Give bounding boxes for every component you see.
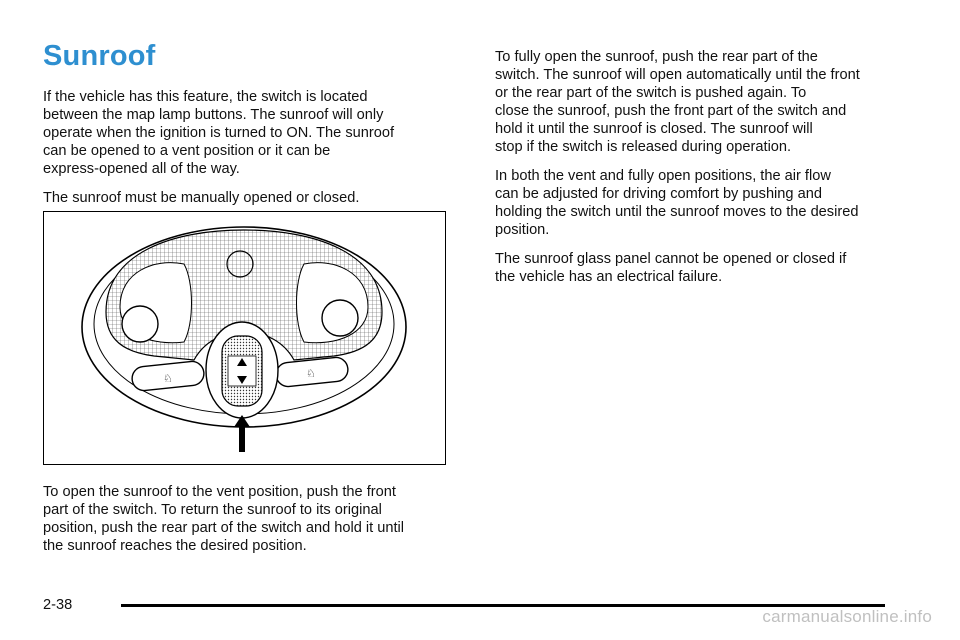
right-map-lamp-lens <box>322 300 358 336</box>
page-title: Sunroof <box>43 40 156 72</box>
text-line: operate when the ignition is turned to ON. The sunroof <box>43 125 395 141</box>
text-line: The sunroof must be manually opened or closed. <box>43 190 360 206</box>
page-number: 2-38 <box>43 597 73 613</box>
left-column-top <box>43 88 453 218</box>
electrical-failure-paragraph <box>495 250 915 286</box>
text-line: can be opened to a vent position or it can be <box>43 143 331 159</box>
text-line: To fully open the sunroof, push the rear part of the <box>495 49 818 65</box>
text-line: the sunroof reaches the desired position. <box>43 538 307 554</box>
left-map-lamp-lens <box>122 306 158 342</box>
fully-open-paragraph <box>495 48 915 156</box>
text-line: stop if the switch is released during operation. <box>495 139 792 155</box>
text-line: In both the vent and fully open positions, the air flow <box>495 168 831 184</box>
text-line: If the vehicle has this feature, the switch is located <box>43 89 368 105</box>
right-lamp-symbol: ♘ <box>306 367 316 380</box>
overhead-console-drawing <box>44 212 445 464</box>
sunroof-switch-illustration <box>43 211 446 465</box>
vent-position-paragraph <box>43 483 453 555</box>
watermark: carmanualsonline.info <box>762 607 932 626</box>
left-column-bottom <box>43 483 453 566</box>
text-line: the vehicle has an electrical failure. <box>495 269 723 285</box>
text-line: can be adjusted for driving comfort by pushing and <box>495 186 822 202</box>
air-flow-paragraph <box>495 167 915 239</box>
text-line: switch. The sunroof will open automatically until the front <box>495 67 860 83</box>
text-line: The sunroof glass panel cannot be opened or closed if <box>495 251 847 267</box>
text-line: express-opened all of the way. <box>43 161 240 177</box>
right-column <box>495 48 915 297</box>
manual-note-paragraph <box>43 189 453 207</box>
text-line: holding the switch until the sunroof moves to the desired <box>495 204 859 220</box>
text-line: or the rear part of the switch is pushed again. To <box>495 85 807 101</box>
text-line: close the sunroof, push the front part of the switch and <box>495 103 847 119</box>
text-line: hold it until the sunroof is closed. The sunroof will <box>495 121 813 137</box>
sensor-grille <box>227 251 253 277</box>
intro-paragraph <box>43 88 453 178</box>
text-line: part of the switch. To return the sunroof to its original <box>43 502 382 518</box>
text-line: To open the sunroof to the vent position, push the front <box>43 484 396 500</box>
text-line: position, push the rear part of the switch and hold it until <box>43 520 405 536</box>
text-line: position. <box>495 222 550 238</box>
left-lamp-symbol: ♘ <box>163 372 173 385</box>
text-line: between the map lamp buttons. The sunroof will only <box>43 107 384 123</box>
